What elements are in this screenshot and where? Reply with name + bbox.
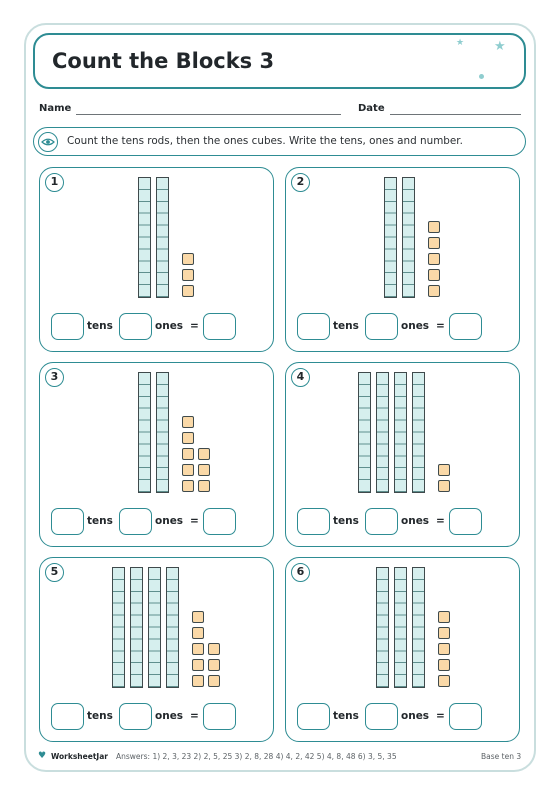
tens-rod bbox=[138, 177, 151, 298]
equals-sign: = bbox=[190, 320, 199, 332]
problem-card-6 bbox=[285, 557, 520, 742]
ones-answer-box[interactable] bbox=[365, 703, 398, 730]
problem-card-4 bbox=[285, 362, 520, 547]
equals-sign: = bbox=[190, 710, 199, 722]
tens-rod bbox=[358, 372, 371, 493]
ones-cube bbox=[182, 269, 194, 281]
tens-rod bbox=[130, 567, 143, 688]
ones-cube bbox=[198, 448, 210, 460]
eye-icon bbox=[38, 132, 58, 152]
problem-number: 1 bbox=[45, 173, 64, 192]
tens-answer-box[interactable] bbox=[297, 508, 330, 535]
tens-rod bbox=[376, 372, 389, 493]
number-answer-box[interactable] bbox=[203, 703, 236, 730]
tens-label: tens bbox=[87, 515, 113, 527]
ones-label: ones bbox=[401, 515, 430, 527]
number-answer-box[interactable] bbox=[449, 313, 482, 340]
date-label: Date bbox=[358, 103, 385, 114]
problem-number: 5 bbox=[45, 563, 64, 582]
date-field[interactable] bbox=[390, 114, 521, 115]
ones-cube bbox=[428, 221, 440, 233]
ones-answer-box[interactable] bbox=[365, 313, 398, 340]
name-field[interactable] bbox=[76, 114, 341, 115]
footer-brand: WorksheetJar bbox=[51, 752, 108, 761]
ones-label: ones bbox=[155, 515, 184, 527]
tens-answer-box[interactable] bbox=[297, 703, 330, 730]
tens-rod bbox=[412, 567, 425, 688]
tens-rod bbox=[412, 372, 425, 493]
ones-label: ones bbox=[401, 710, 430, 722]
problem-number: 6 bbox=[291, 563, 310, 582]
ones-cube bbox=[182, 416, 194, 428]
tens-rod bbox=[156, 372, 169, 493]
tens-answer-box[interactable] bbox=[51, 313, 84, 340]
tens-label: tens bbox=[333, 515, 359, 527]
tens-rod bbox=[394, 372, 407, 493]
heart-icon: ♥ bbox=[38, 751, 47, 761]
name-label: Name bbox=[39, 103, 72, 114]
tens-rod bbox=[394, 567, 407, 688]
equals-sign: = bbox=[436, 320, 445, 332]
ones-label: ones bbox=[155, 710, 184, 722]
ones-cube bbox=[438, 659, 450, 671]
tens-answer-box[interactable] bbox=[51, 508, 84, 535]
ones-cube bbox=[192, 675, 204, 687]
tens-rod bbox=[402, 177, 415, 298]
tens-label: tens bbox=[87, 320, 113, 332]
instruction-text: Count the tens rods, then the ones cubes. Write the tens, ones and number. bbox=[67, 135, 463, 147]
ones-cube bbox=[182, 253, 194, 265]
ones-label: ones bbox=[401, 320, 430, 332]
ones-answer-box[interactable] bbox=[119, 313, 152, 340]
equals-sign: = bbox=[436, 710, 445, 722]
number-answer-box[interactable] bbox=[203, 313, 236, 340]
tens-answer-box[interactable] bbox=[297, 313, 330, 340]
ones-cube bbox=[182, 448, 194, 460]
ones-cube bbox=[198, 464, 210, 476]
tens-answer-box[interactable] bbox=[51, 703, 84, 730]
ones-cube bbox=[438, 675, 450, 687]
number-answer-box[interactable] bbox=[449, 508, 482, 535]
ones-label: ones bbox=[155, 320, 184, 332]
ones-cube bbox=[428, 269, 440, 281]
ones-cube bbox=[208, 659, 220, 671]
tens-label: tens bbox=[333, 710, 359, 722]
number-answer-box[interactable] bbox=[449, 703, 482, 730]
ones-cube bbox=[438, 464, 450, 476]
ones-answer-box[interactable] bbox=[119, 508, 152, 535]
ones-cube bbox=[428, 237, 440, 249]
tens-rod bbox=[384, 177, 397, 298]
equals-sign: = bbox=[190, 515, 199, 527]
ones-answer-box[interactable] bbox=[365, 508, 398, 535]
tens-rod bbox=[376, 567, 389, 688]
number-answer-box[interactable] bbox=[203, 508, 236, 535]
decor-dot bbox=[479, 74, 484, 79]
problem-number: 3 bbox=[45, 368, 64, 387]
sparkle-large-icon: ★ bbox=[494, 39, 506, 54]
footer-page-label: Base ten 3 bbox=[481, 752, 522, 761]
tens-rod bbox=[112, 567, 125, 688]
ones-cube bbox=[428, 253, 440, 265]
problem-number: 4 bbox=[291, 368, 310, 387]
ones-cube bbox=[192, 627, 204, 639]
ones-cube bbox=[192, 659, 204, 671]
ones-cube bbox=[438, 480, 450, 492]
ones-answer-box[interactable] bbox=[119, 703, 152, 730]
footer-answers: Answers: 1) 2, 3, 23 2) 2, 5, 25 3) 2, 8, 28 4) 4, 2, 42 5) 4, 8, 48 6) 3, 5, 35 bbox=[116, 752, 397, 761]
tens-rod bbox=[138, 372, 151, 493]
problem-number: 2 bbox=[291, 173, 310, 192]
ones-cube bbox=[182, 285, 194, 297]
tens-rod bbox=[166, 567, 179, 688]
problem-card-2 bbox=[285, 167, 520, 352]
tens-rod bbox=[148, 567, 161, 688]
page-title: Count the Blocks 3 bbox=[52, 49, 275, 73]
ones-cube bbox=[192, 643, 204, 655]
ones-cube bbox=[428, 285, 440, 297]
ones-cube bbox=[208, 675, 220, 687]
ones-cube bbox=[438, 611, 450, 623]
problem-card-1 bbox=[39, 167, 274, 352]
ones-cube bbox=[198, 480, 210, 492]
problem-card-3 bbox=[39, 362, 274, 547]
sparkle-small-icon: ★ bbox=[456, 38, 465, 48]
ones-cube bbox=[438, 643, 450, 655]
ones-cube bbox=[438, 627, 450, 639]
problem-card-5 bbox=[39, 557, 274, 742]
equals-sign: = bbox=[436, 515, 445, 527]
ones-cube bbox=[208, 643, 220, 655]
tens-rod bbox=[156, 177, 169, 298]
ones-cube bbox=[182, 432, 194, 444]
ones-cube bbox=[192, 611, 204, 623]
tens-label: tens bbox=[87, 710, 113, 722]
tens-label: tens bbox=[333, 320, 359, 332]
ones-cube bbox=[182, 480, 194, 492]
ones-cube bbox=[182, 464, 194, 476]
